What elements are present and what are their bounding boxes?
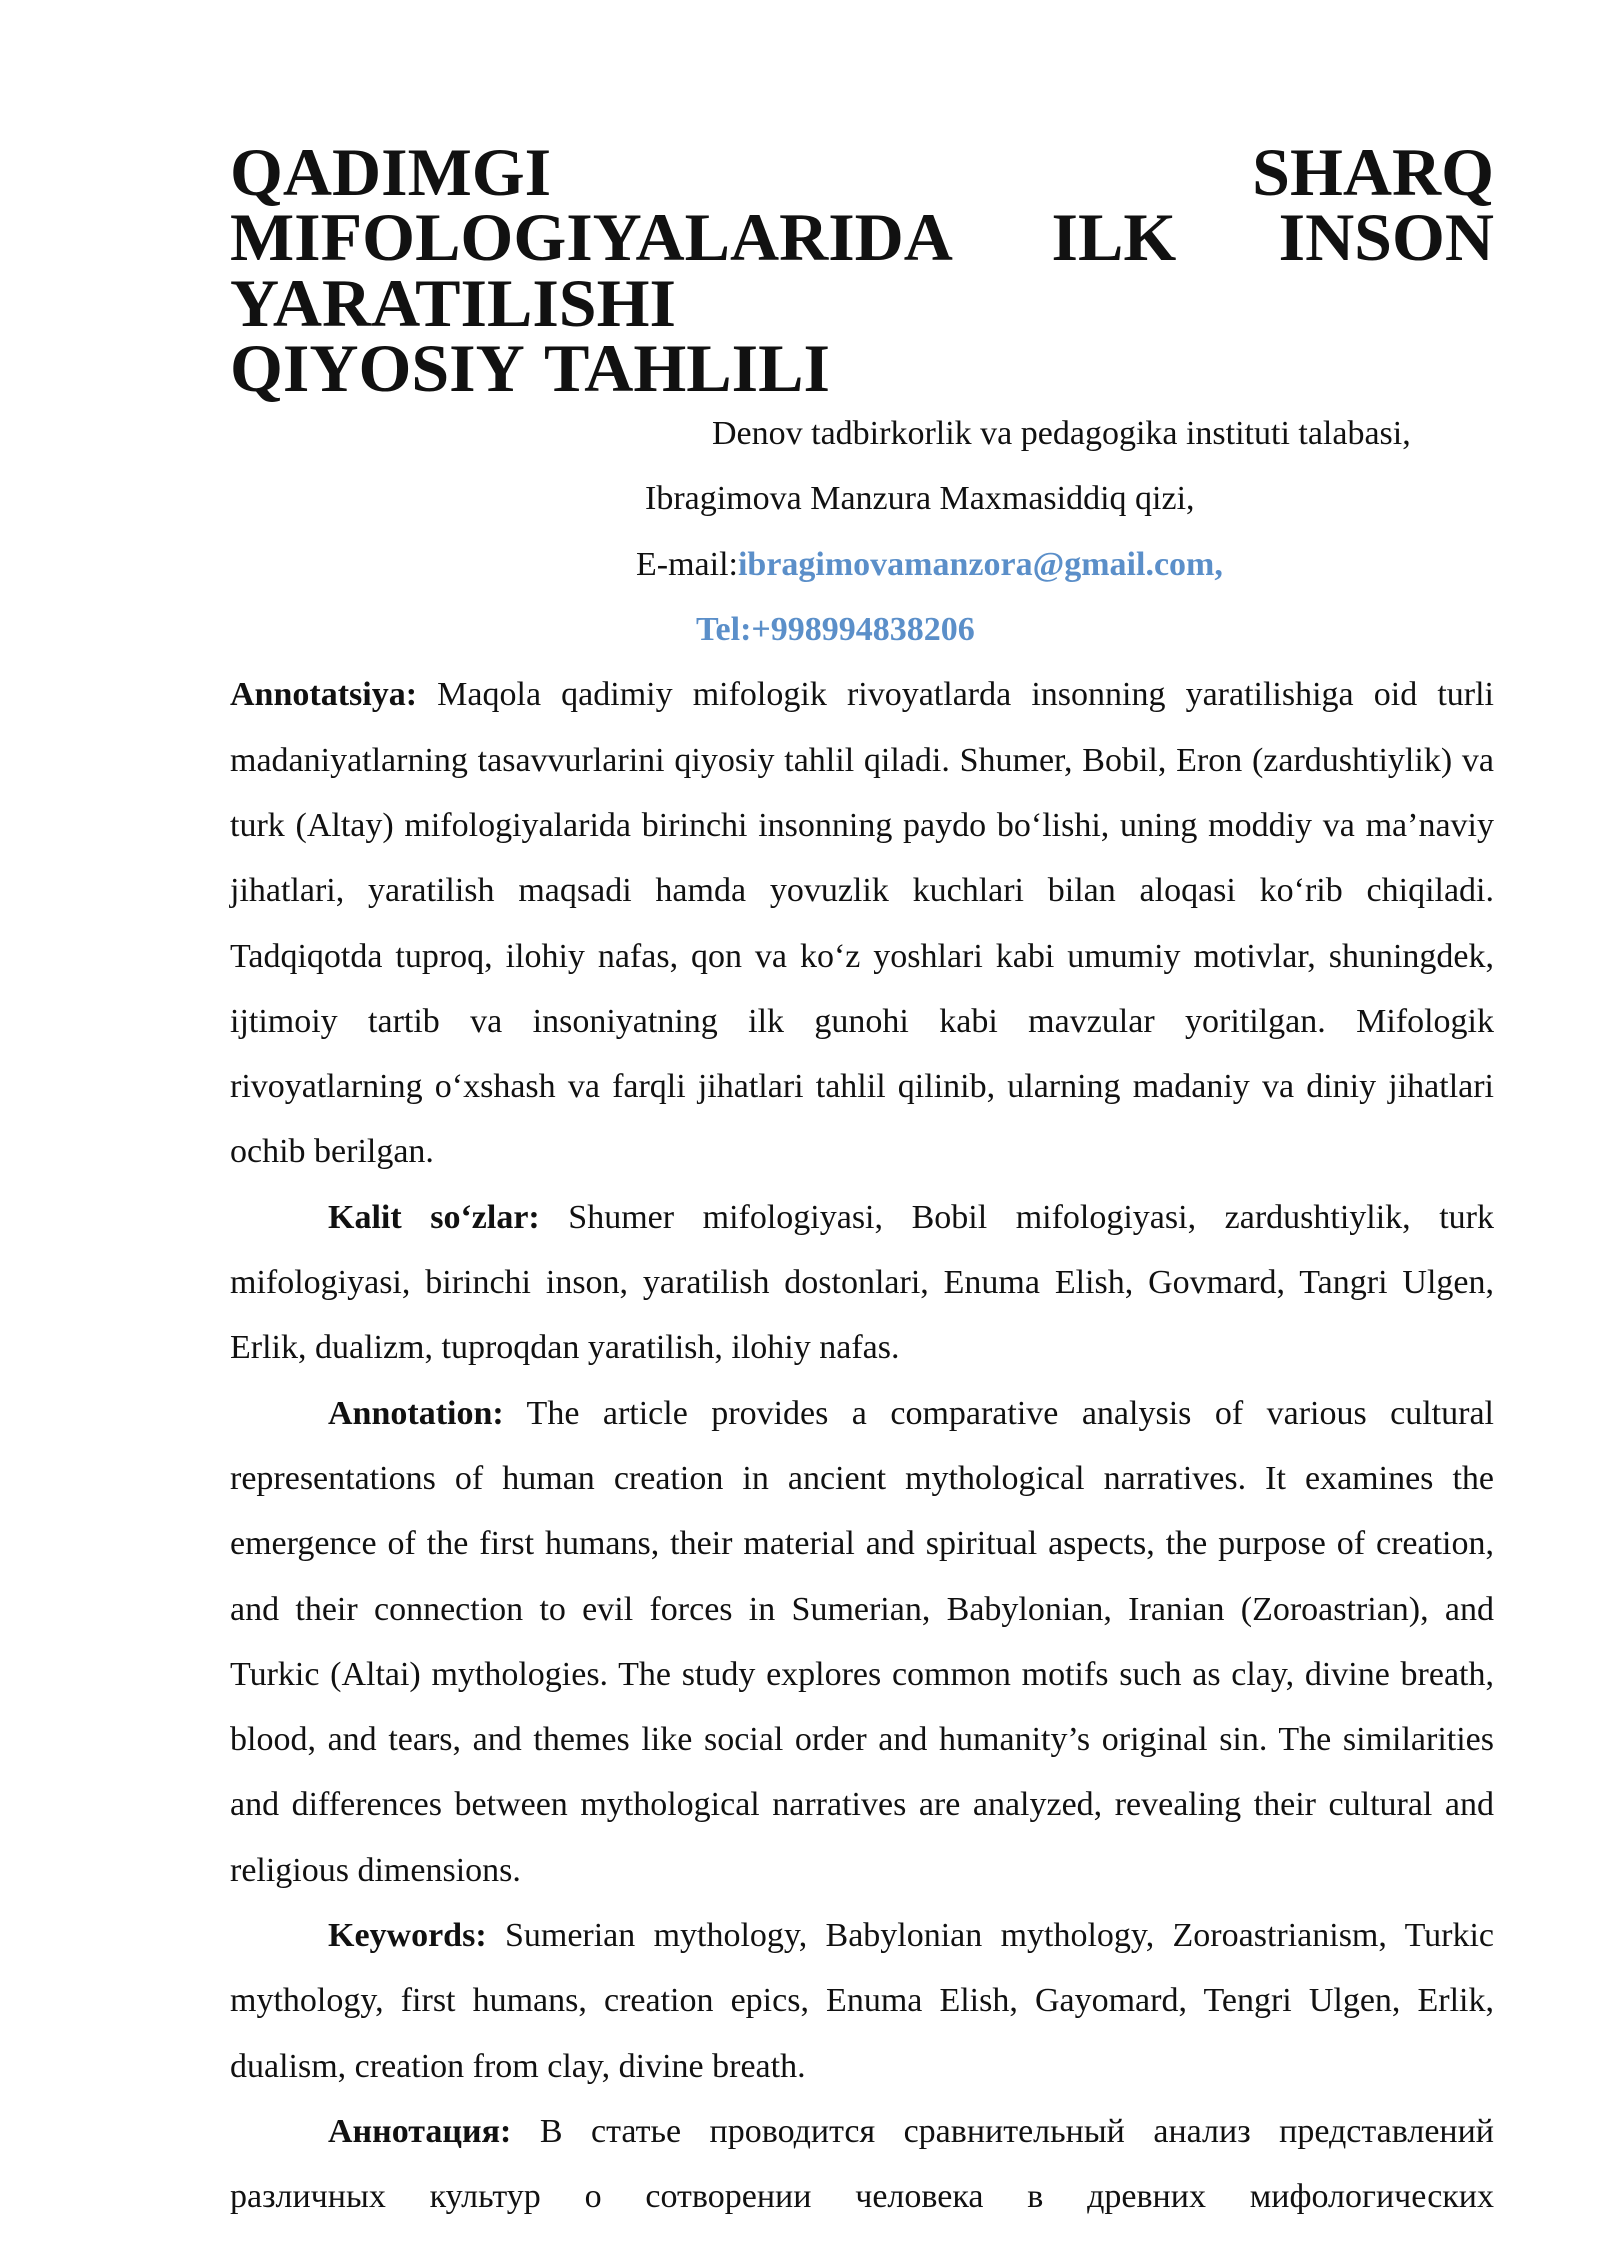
annotatsiya-ru-label: Аннотация:	[328, 2112, 512, 2150]
author-email-line	[230, 532, 1494, 597]
kalit-sozlar-paragraph	[230, 1185, 1494, 1381]
keywords-label: Keywords:	[328, 1917, 487, 1955]
email-label: E-mail:	[636, 545, 738, 583]
article-title	[230, 134, 1494, 406]
keywords-paragraph	[230, 1903, 1494, 2099]
document-page	[230, 134, 1495, 2230]
annotation-text: The article provides a comparative analysis of various cultural representations of human creation in ancient mythological narratives. It examines the emergence of the first humans, their material and spiritual aspects, the purpose of creation, and their connection to evil forces in Sumerian, Babylonian, Iranian (Zoroastrian), and Turkic (Altai) mythologies. The study explores common motifs such as clay, divine breath, blood, and tears, and themes like social order and humanity’s original sin. The similarities and differences between mythological narratives are analyzed, revealing their cultural and religious dimensions.	[230, 1394, 1494, 1889]
title-line-1: QADIMGI SHARQ MIFOLOGIYALARIDA ILK INSON YARATILISHI	[230, 134, 1494, 341]
author-name: Ibragimova Manzura Maxmasiddiq qizi,	[645, 480, 1195, 518]
annotation-paragraph	[230, 1381, 1494, 1903]
annotatsiya-ru-paragraph	[230, 2099, 1494, 2230]
kalit-sozlar-text: Shumer mifologiyasi, Bobil mifologiyasi, zardushtiylik, turk mifologiyasi, birinchi inson, yaratilish dostonlari, Enuma Elish, Govmard, Tangri Ulgen, Erlik, dualizm, tuproqdan yaratilish, ilohiy nafas.	[230, 1198, 1494, 1367]
keywords-text: Sumerian mythology, Babylonian mythology, Zoroastrianism, Turkic mythology, first humans, creation epics, Enuma Elish, Gayomard, Tengri Ulgen, Erlik, dualism, creation from clay, divine breath.	[230, 1917, 1494, 2085]
annotatsiya-paragraph	[230, 662, 1494, 1184]
annotation-label: Annotation:	[328, 1394, 504, 1432]
annotatsiya-label: Annotatsiya:	[230, 676, 418, 714]
phone-number: Tel:+998994838206	[696, 611, 975, 649]
email-link[interactable]: ibragimovamanzora@gmail.com,	[737, 545, 1223, 583]
author-affiliation: Denov tadbirkorlik va pedagogika instituti talabasi,	[712, 415, 1411, 453]
title-line-2: QIYOSIY TAHLILI	[230, 329, 830, 406]
annotatsiya-ru-text: В статье проводится сравнительный анализ представлений различных культур о сотворении человека в древних мифологических	[230, 2112, 1495, 2216]
annotatsiya-text: Maqola qadimiy mifologik rivoyatlarda insonning yaratilishiga oid turli madaniyatlarning tasavvurlarini qiyosiy tahlil qiladi. Shumer, Bobil, Eron (zardushtiylik) va turk (Altay) mifologiyalarida birinchi insonning paydo bo‘lishi, uning moddiy va ma’naviy jihatlari, yaratilish maqsadi hamda yovuzlik kuchlari bilan aloqasi ko‘rib chiqiladi. Tadqiqotda tuproq, ilohiy nafas, qon va ko‘z yoshlari kabi umumiy motivlar, shuningdek, ijtimoiy tartib va insoniyatning ilk gunohi kabi mavzular yoritilgan. Mifologik rivoyatlarning o‘xshash va farqli jihatlari tahlil qilinib, ularning madaniy va diniy jihatlari ochib berilgan.	[230, 676, 1495, 1171]
kalit-sozlar-label: Kalit so‘zlar:	[328, 1198, 540, 1236]
author-block	[230, 401, 1494, 662]
